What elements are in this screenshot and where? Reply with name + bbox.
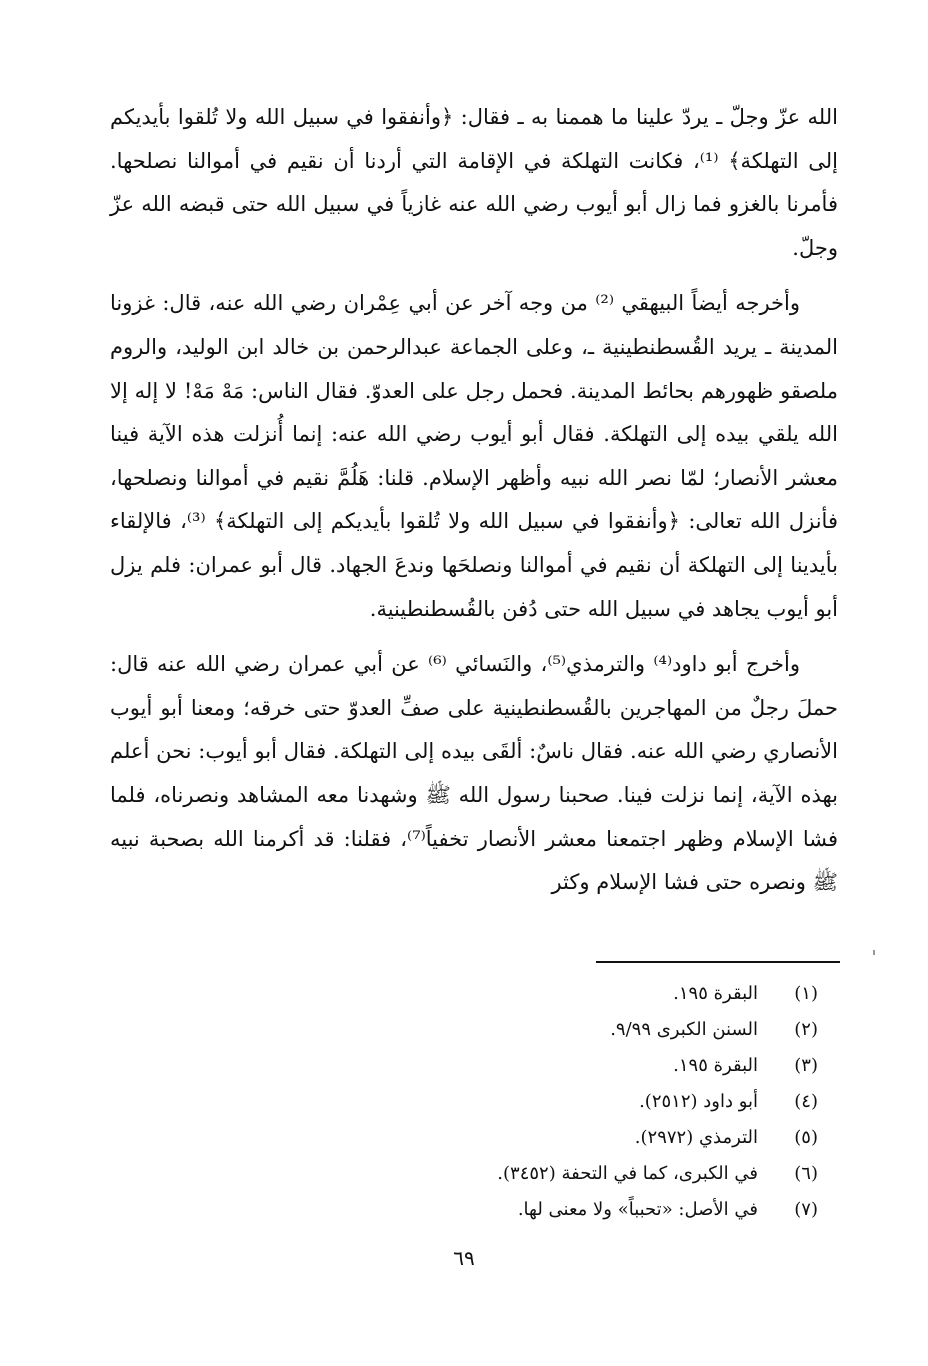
footnote-number: (١) bbox=[794, 983, 818, 1004]
footnote-number: (٦) bbox=[794, 1163, 818, 1184]
footnote-text: في الأصل: «تحبباً» ولا معنى لها. bbox=[517, 1199, 758, 1220]
footnote-item bbox=[298, 976, 818, 1012]
main-text bbox=[110, 96, 838, 917]
footnote-text: السنن الكبرى ٩/٩٩. bbox=[610, 1019, 758, 1040]
footnote-text: البقرة ١٩٥. bbox=[673, 983, 758, 1004]
footnote-text: الترمذي (٢٩٧٢). bbox=[634, 1127, 758, 1148]
scan-speck bbox=[873, 950, 875, 955]
footnote-number: (٧) bbox=[794, 1199, 818, 1220]
footnote-number: (٥) bbox=[794, 1127, 818, 1148]
footnote-number: (٢) bbox=[794, 1019, 818, 1040]
footnote-item bbox=[298, 1120, 818, 1156]
page-number: ٦٩ bbox=[453, 1246, 475, 1270]
footnote-item bbox=[298, 1048, 818, 1084]
footnote-item bbox=[298, 1012, 818, 1048]
paragraph-2: وأخرجه أيضاً البيهقي ⁽²⁾ من وجه آخر عن أبي عِمْران رضي الله عنه، قال: غزونا المدينة ـ يريد القُسطنطينية ـ، وعلى الجماعة عبدالرحمن بن خالد ابن الوليد، والروم ملصقو ظهورهم بحائط المدينة. فحمل رجل على العدوّ. فقال الناس: مَهْ مَهْ! لا إله إلا الله يلقي بيده إلى التهلكة. فقال أبو أيوب رضي الله عنه: إنما أُنزلت هذه الآية فينا معشر الأنصار؛ لمّا نصر الله نبيه وأظهر الإسلام. قلنا: هَلُمَّ نقيم في أموالنا ونصلحها، فأنزل الله تعالى: ﴿وأنفقوا في سبيل الله ولا تُلقوا بأيديكم إلى التهلكة﴾ ⁽³⁾، فالإلقاء بأيدينا إلى التهلكة أن نقيم في أموالنا ونصلحَها وندعَ الجهاد. قال أبو عمران: فلم يزل أبو أيوب يجاهد في سبيل الله حتى دُفن بالقُسطنطينية. bbox=[110, 291, 838, 621]
footnote-number: (٤) bbox=[794, 1091, 818, 1112]
footnote-separator bbox=[596, 961, 840, 963]
footnote-text: أبو داود (٢٥١٢). bbox=[639, 1091, 758, 1112]
paragraph-3: وأخرج أبو داود⁽⁴⁾ والترمذي⁽⁵⁾، والنَسائي ⁽⁶⁾ عن أبي عمران رضي الله عنه قال: حملَ رجلٌ من المهاجرين بالقُسطنطينية على صفِّ العدوّ حتى خرقه؛ ومعنا أبو أيوب الأنصاري رضي الله عنه. فقال ناسٌ: ألقَى بيده إلى التهلكة. فقال أبو أيوب: نحن أعلم بهذه الآية، إنما نزلت فينا. صحبنا رسول الله ﷺ وشهدنا معه المشاهد ونصرناه، فلما فشا الإسلام وظهر اجتمعنا معشر الأنصار تخفياً⁽⁷⁾، فقلنا: قد أكرمنا الله بصحبة نبيه ﷺ ونصره حتى فشا الإسلام وكثر bbox=[110, 652, 838, 895]
footnote-number: (٣) bbox=[794, 1055, 818, 1076]
footnote-text: في الكبرى، كما في التحفة (٣٤٥٢). bbox=[497, 1163, 758, 1184]
footnote-item bbox=[298, 1156, 818, 1192]
paragraph-1: الله عزّ وجلّ ـ يردّ علينا ما هممنا به ـ فقال: ﴿وأنفقوا في سبيل الله ولا تُلقوا بأيديكم إلى التهلكة﴾ ⁽¹⁾، فكانت التهلكة في الإقامة التي أردنا أن نقيم في أموالنا نصلحها. فأمرنا بالغزو فما زال أبو أيوب رضي الله عنه غازياً في سبيل الله حتى قبضه الله عزّ وجلّ. bbox=[110, 105, 838, 260]
footnote-item bbox=[298, 1084, 818, 1120]
footnote-text: البقرة ١٩٥. bbox=[673, 1055, 758, 1076]
footnote-item bbox=[298, 1192, 818, 1228]
footnotes bbox=[298, 976, 818, 1228]
